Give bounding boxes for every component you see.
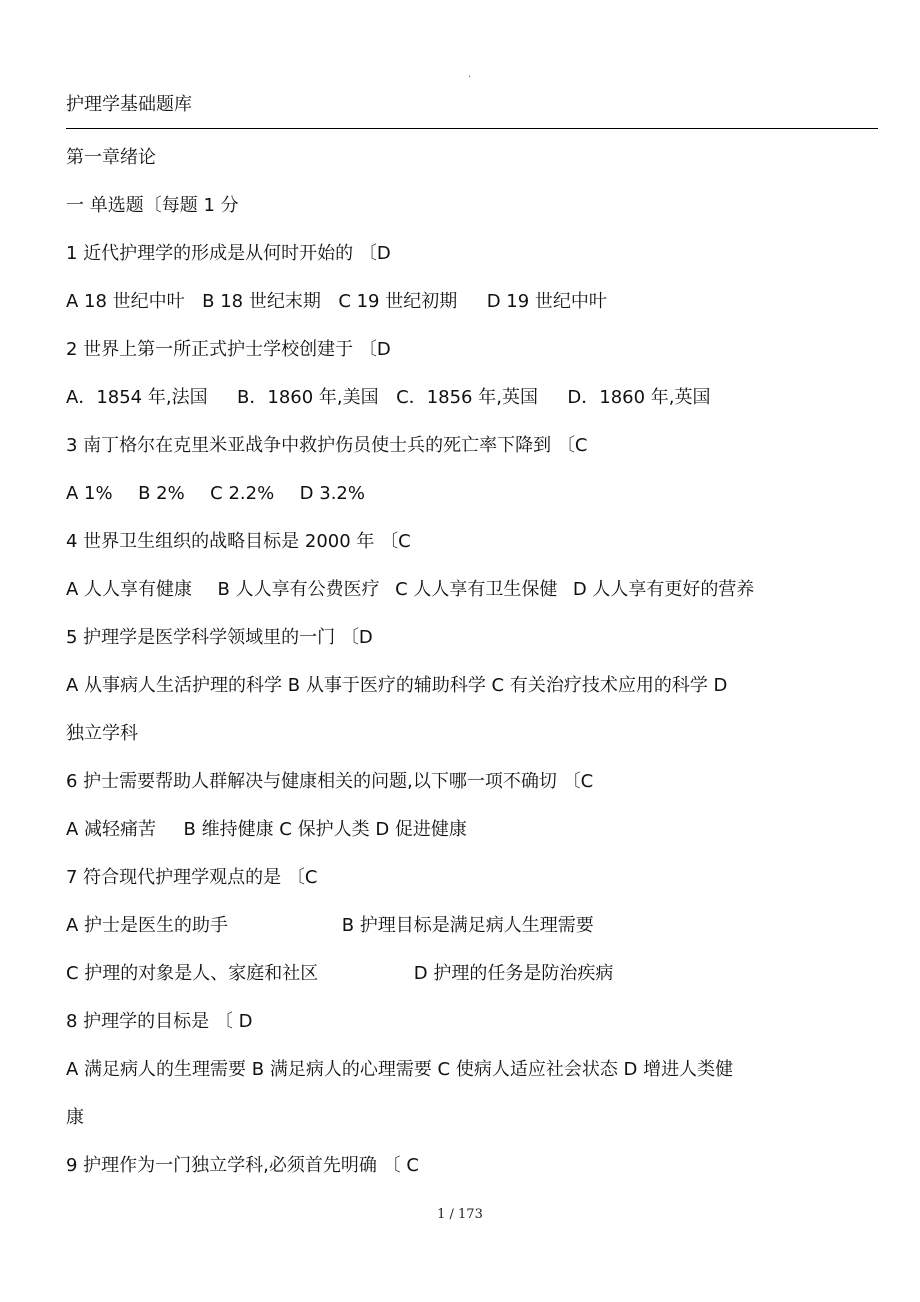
question-4: 4 世界卫生组织的战略目标是 2000 年 〔C <box>66 531 411 552</box>
question-1: 1 近代护理学的形成是从何时开始的 〔D <box>66 243 391 264</box>
page-number: 1 / 173 <box>437 1207 483 1222</box>
question-7-options-continued <box>66 950 878 998</box>
question-9: 9 护理作为一门独立学科,必须首先明确 〔 C <box>66 1155 419 1176</box>
option-b: B 人人享有公费医疗 <box>217 579 380 600</box>
question-4-options <box>66 566 878 614</box>
question-6-options <box>66 806 878 854</box>
option-d: D 3.2% <box>299 483 365 504</box>
option-d: D 人人享有更好的营养 <box>572 579 755 600</box>
option-c: C 2.2% <box>210 483 275 504</box>
option-a: A 人人享有健康 <box>66 579 193 600</box>
chapter-heading: 第一章绪论 <box>66 147 156 168</box>
question-8-options: A 满足病人的生理需要 B 满足病人的心理需要 C 使病人适应社会状态 D 增进人类健 <box>66 1059 734 1080</box>
option-a: A 减轻痛苦 <box>66 819 157 840</box>
option-b: B．1860 年,美国 <box>237 387 379 408</box>
option-a: A．1854 年,法国 <box>66 387 208 408</box>
option-c: C 人人享有卫生保健 <box>395 579 558 600</box>
header-dot: . <box>468 69 472 80</box>
question-7: 7 符合现代护理学观点的是 〔C <box>66 867 318 888</box>
question-2: 2 世界上第一所正式护士学校创建于 〔D <box>66 339 391 360</box>
section-heading: 一 单选题〔每题 1 分 <box>66 195 239 216</box>
question-1-options <box>66 278 878 326</box>
document-body <box>66 134 878 1190</box>
question-6: 6 护士需要帮助人群解决与健康相关的问题,以下哪一项不确切 〔C <box>66 771 594 792</box>
question-5: 5 护理学是医学科学领域里的一门 〔D <box>66 627 373 648</box>
question-8: 8 护理学的目标是 〔 D <box>66 1011 253 1032</box>
question-2-options <box>66 374 878 422</box>
option-a: A 护士是医生的助手 <box>66 915 229 936</box>
option-a: A 1% <box>66 483 113 504</box>
option-b: B 护理目标是满足病人生理需要 <box>341 915 594 936</box>
option-b-c-d: B 维持健康 C 保护人类 D 促进健康 <box>183 819 467 840</box>
question-7-options <box>66 902 878 950</box>
option-d: D 护理的任务是防治疾病 <box>413 963 614 984</box>
option-c: C．1856 年,英国 <box>396 387 538 408</box>
option-d: D．1860 年,英国 <box>567 387 711 408</box>
question-8-options-continued: 康 <box>66 1107 84 1128</box>
option-b: B 2% <box>138 483 185 504</box>
question-5-options: A 从事病人生活护理的科学 B 从事于医疗的辅助科学 C 有关治疗技术应用的科学 D <box>66 675 728 696</box>
question-5-options-continued: 独立学科 <box>66 723 138 744</box>
option-c: C 19 世纪初期 <box>338 291 458 312</box>
option-a: A 18 世纪中叶 <box>66 291 185 312</box>
question-3: 3 南丁格尔在克里米亚战争中救护伤员使士兵的死亡率下降到 〔C <box>66 435 588 456</box>
question-3-options <box>66 470 878 518</box>
document-header <box>66 92 878 129</box>
document-title: 护理学基础题库 <box>66 94 192 115</box>
option-d: D 19 世纪中叶 <box>486 291 607 312</box>
option-b: B 18 世纪末期 <box>202 291 321 312</box>
option-c: C 护理的对象是人、家庭和社区 <box>66 963 319 984</box>
